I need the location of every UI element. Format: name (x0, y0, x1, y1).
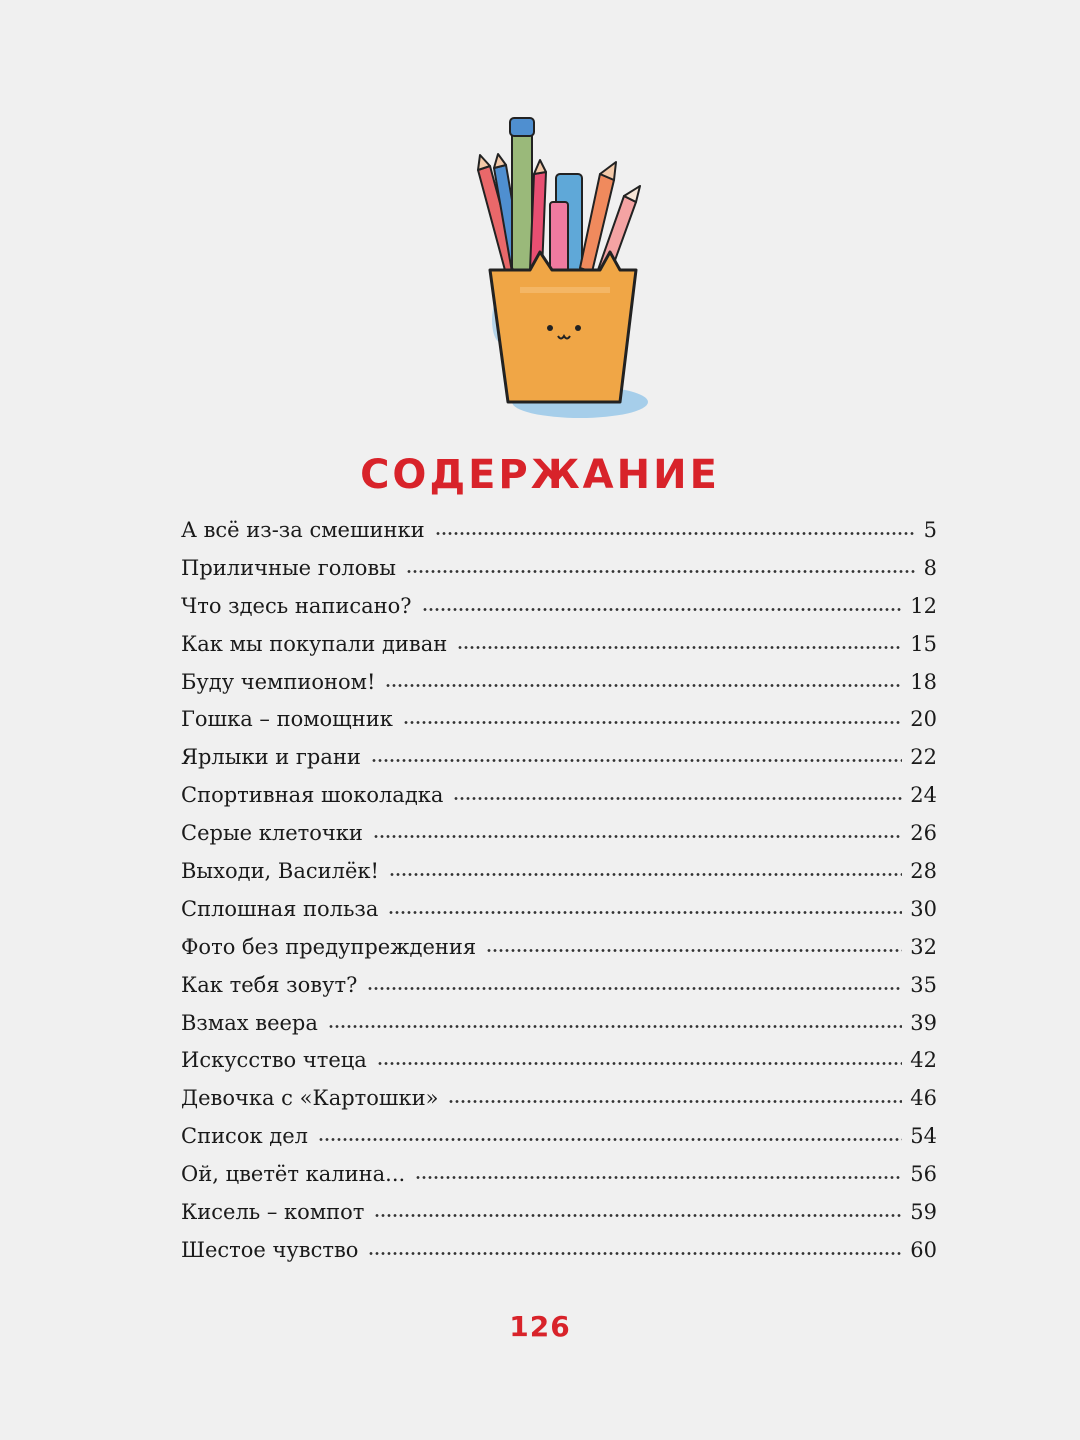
toc-entry-title: Серые клеточки (181, 821, 363, 846)
dot-leader (486, 948, 902, 953)
toc-entry-title: Искусство чтеца (181, 1048, 367, 1073)
dot-leader (328, 1024, 902, 1029)
toc-entry[interactable] (181, 821, 937, 859)
toc-entry-title: Как тебя зовут? (181, 972, 358, 997)
toc-entry[interactable] (181, 518, 937, 556)
toc-entry-title: Ярлыки и грани (181, 745, 361, 770)
toc-entry[interactable] (181, 1162, 937, 1200)
toc-entry[interactable] (181, 1200, 937, 1238)
pencil-cup-cat-icon (460, 110, 660, 440)
toc-entry-page: 30 (910, 896, 937, 921)
toc-entry-page: 5 (923, 518, 937, 542)
page-title: СОДЕРЖАНИЕ (360, 452, 720, 498)
dot-leader (373, 834, 902, 839)
toc-entry[interactable] (181, 897, 937, 935)
toc-entry[interactable] (181, 707, 937, 745)
dot-leader (415, 1175, 902, 1180)
toc-entry-title: Кисель – компот (181, 1200, 365, 1225)
dot-leader (403, 720, 902, 725)
dot-leader (422, 607, 903, 612)
dot-leader (389, 872, 902, 877)
toc-entry-title: Девочка с «Картошки» (181, 1086, 439, 1111)
toc-entry[interactable] (181, 1238, 937, 1276)
toc-entry-title: А всё из-за смешинки (181, 518, 425, 542)
toc-entry-page: 28 (910, 859, 937, 884)
toc-entry-page: 24 (910, 783, 937, 808)
toc-entry-page: 18 (910, 669, 937, 694)
dot-leader (371, 758, 902, 763)
toc-entry-title: Выходи, Василёк! (181, 859, 379, 884)
toc-entry[interactable] (181, 783, 937, 821)
dot-leader (406, 569, 916, 574)
toc-entry-page: 12 (910, 593, 937, 618)
page-number: 126 (509, 1310, 571, 1343)
toc-entry-title: Сплошная польза (181, 896, 379, 921)
toc-entry-page: 54 (910, 1124, 937, 1149)
toc-entry[interactable] (181, 670, 937, 708)
toc-entry-title: Буду чемпионом! (181, 669, 376, 694)
toc-entry-title: Шестое чувство (181, 1237, 359, 1262)
toc-entry-page: 20 (910, 707, 937, 732)
toc-entry[interactable] (181, 859, 937, 897)
toc-entry[interactable] (181, 632, 937, 670)
dot-leader (457, 645, 902, 650)
toc-entry-page: 22 (910, 745, 937, 770)
toc-entry[interactable] (181, 935, 937, 973)
toc-entry[interactable] (181, 1011, 937, 1049)
dot-leader (448, 1099, 902, 1104)
toc-entry-title: Список дел (181, 1124, 308, 1149)
dot-leader (368, 1251, 902, 1256)
toc-entry-title: Гошка – помощник (181, 707, 393, 732)
toc-entry[interactable] (181, 1086, 937, 1124)
toc-entry-page: 26 (910, 821, 937, 846)
toc-entry-title: Приличные головы (181, 555, 396, 580)
toc-entry[interactable] (181, 973, 937, 1011)
toc-entry-page: 15 (910, 631, 937, 656)
dot-leader (453, 796, 902, 801)
dot-leader (377, 1061, 902, 1066)
dot-leader (318, 1137, 902, 1142)
toc-entry-page: 39 (910, 1010, 937, 1035)
toc-entry-page: 46 (910, 1086, 937, 1111)
toc-entry-page: 59 (910, 1200, 937, 1225)
dot-leader (385, 683, 902, 688)
dot-leader (435, 531, 916, 536)
toc-entry-page: 8 (923, 555, 937, 580)
toc-entry-page: 56 (910, 1162, 937, 1187)
toc-entry-page: 32 (910, 934, 937, 959)
toc-entry[interactable] (181, 556, 937, 594)
toc-entry-title: Спортивная шоколадка (181, 783, 444, 808)
toc-entry-page: 42 (910, 1048, 937, 1073)
dot-leader (374, 1213, 902, 1218)
toc-entry-page: 35 (910, 972, 937, 997)
dot-leader (388, 910, 902, 915)
toc-entry-title: Фото без предупреждения (181, 934, 477, 959)
toc-entry[interactable] (181, 594, 937, 632)
toc-entry[interactable] (181, 1124, 937, 1162)
table-of-contents (181, 518, 937, 1276)
dot-leader (367, 986, 902, 991)
toc-entry-title: Что здесь написано? (181, 593, 412, 618)
toc-entry-title: Взмах веера (181, 1010, 318, 1035)
toc-entry-title: Ой, цветёт калина... (181, 1162, 406, 1187)
toc-entry-page: 60 (910, 1237, 937, 1262)
toc-entry-title: Как мы покупали диван (181, 631, 448, 656)
toc-entry[interactable] (181, 1048, 937, 1086)
toc-entry[interactable] (181, 745, 937, 783)
